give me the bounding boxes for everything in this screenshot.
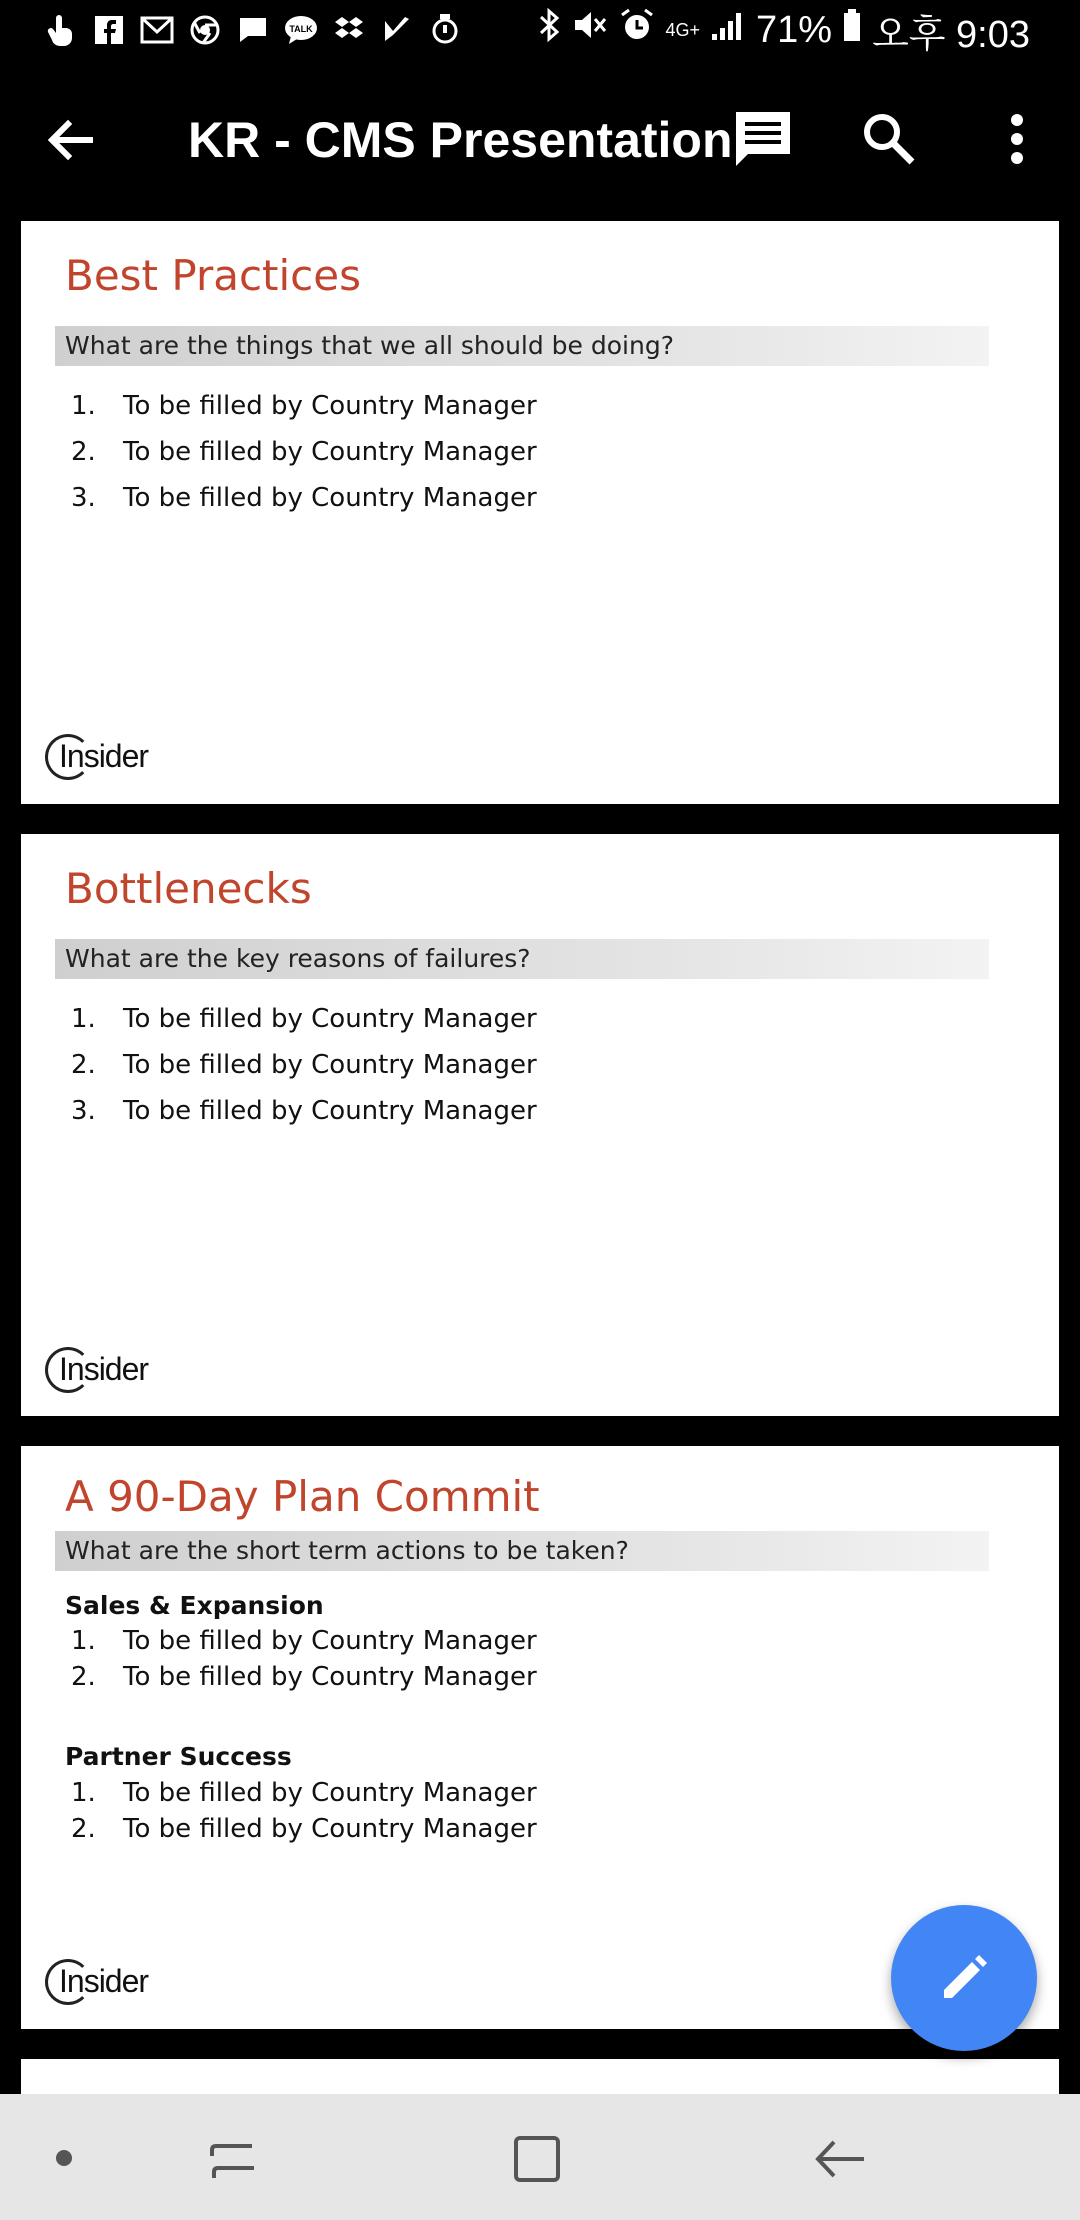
slide-bottlenecks[interactable]	[21, 834, 1059, 1416]
insider-logo: Insider	[45, 1957, 155, 2007]
list-item: 2. To be filled by Country Manager	[71, 1814, 537, 1844]
mute-icon	[571, 8, 609, 52]
back-arrow-icon[interactable]	[40, 110, 100, 170]
list-item: 2. To be filled by Country Manager	[71, 1050, 537, 1080]
network-type: 4G+	[665, 20, 700, 40]
slide-subtitle: What are the short term actions to be taken?	[55, 1531, 989, 1571]
list-item: 1. To be filled by Country Manager	[71, 1004, 537, 1034]
clock: 오후 9:03	[872, 13, 1030, 56]
section-heading: Partner Success	[65, 1742, 292, 1771]
more-vert-icon[interactable]	[992, 108, 1042, 170]
list-item: 2. To be filled by Country Manager	[71, 1662, 537, 1692]
slide-title: Bottlenecks	[65, 864, 312, 913]
edit-pencil-icon	[936, 1950, 992, 2006]
document-title: KR - CMS Presentation	[188, 112, 733, 168]
slide-next-partial[interactable]	[21, 2059, 1059, 2094]
navigation-bar	[0, 2094, 1080, 2220]
svg-text:TALK: TALK	[289, 24, 313, 34]
slide-best-practices[interactable]	[21, 221, 1059, 804]
battery-icon	[842, 8, 862, 52]
slide-subtitle: What are the things that we all should be doing?	[55, 326, 989, 366]
edit-fab[interactable]	[891, 1905, 1037, 2051]
message-icon	[236, 13, 270, 47]
facebook-icon	[92, 13, 126, 47]
list-item: 2. To be filled by Country Manager	[71, 437, 537, 467]
dropbox-icon	[332, 13, 366, 47]
list-item: 3. To be filled by Country Manager	[71, 483, 537, 513]
notification-icons	[44, 10, 462, 50]
app-bar	[0, 60, 1080, 220]
insider-logo: Insider	[45, 732, 155, 782]
list-item: 1. To be filled by Country Manager	[71, 1778, 537, 1808]
list-item: 1. To be filled by Country Manager	[71, 1626, 537, 1656]
nav-dot-icon[interactable]	[56, 2150, 72, 2166]
signal-icon	[710, 9, 746, 52]
chrome-icon	[188, 13, 222, 47]
search-icon[interactable]	[858, 108, 920, 170]
check-icon	[380, 13, 414, 47]
gmail-icon	[140, 13, 174, 47]
talk-icon	[284, 13, 318, 47]
slide-title: A 90-Day Plan Commit	[65, 1472, 540, 1521]
alarm-icon	[619, 7, 655, 53]
recent-apps-icon[interactable]	[208, 2134, 258, 2184]
section-heading: Sales & Expansion	[65, 1591, 324, 1620]
list-item: 3. To be filled by Country Manager	[71, 1096, 537, 1126]
system-status	[537, 6, 1030, 54]
slide-title: Best Practices	[65, 251, 361, 300]
battery-percent: 71%	[756, 8, 833, 51]
home-icon[interactable]	[510, 2132, 564, 2186]
watch-icon	[428, 13, 462, 47]
list-item: 1. To be filled by Country Manager	[71, 391, 537, 421]
bluetooth-icon	[537, 8, 561, 52]
touch-icon	[44, 13, 78, 47]
slide-subtitle: What are the key reasons of failures?	[55, 939, 989, 979]
insider-logo: Insider	[45, 1345, 155, 1395]
comment-icon[interactable]	[732, 108, 794, 170]
status-bar	[0, 0, 1080, 60]
back-icon[interactable]	[812, 2134, 868, 2184]
